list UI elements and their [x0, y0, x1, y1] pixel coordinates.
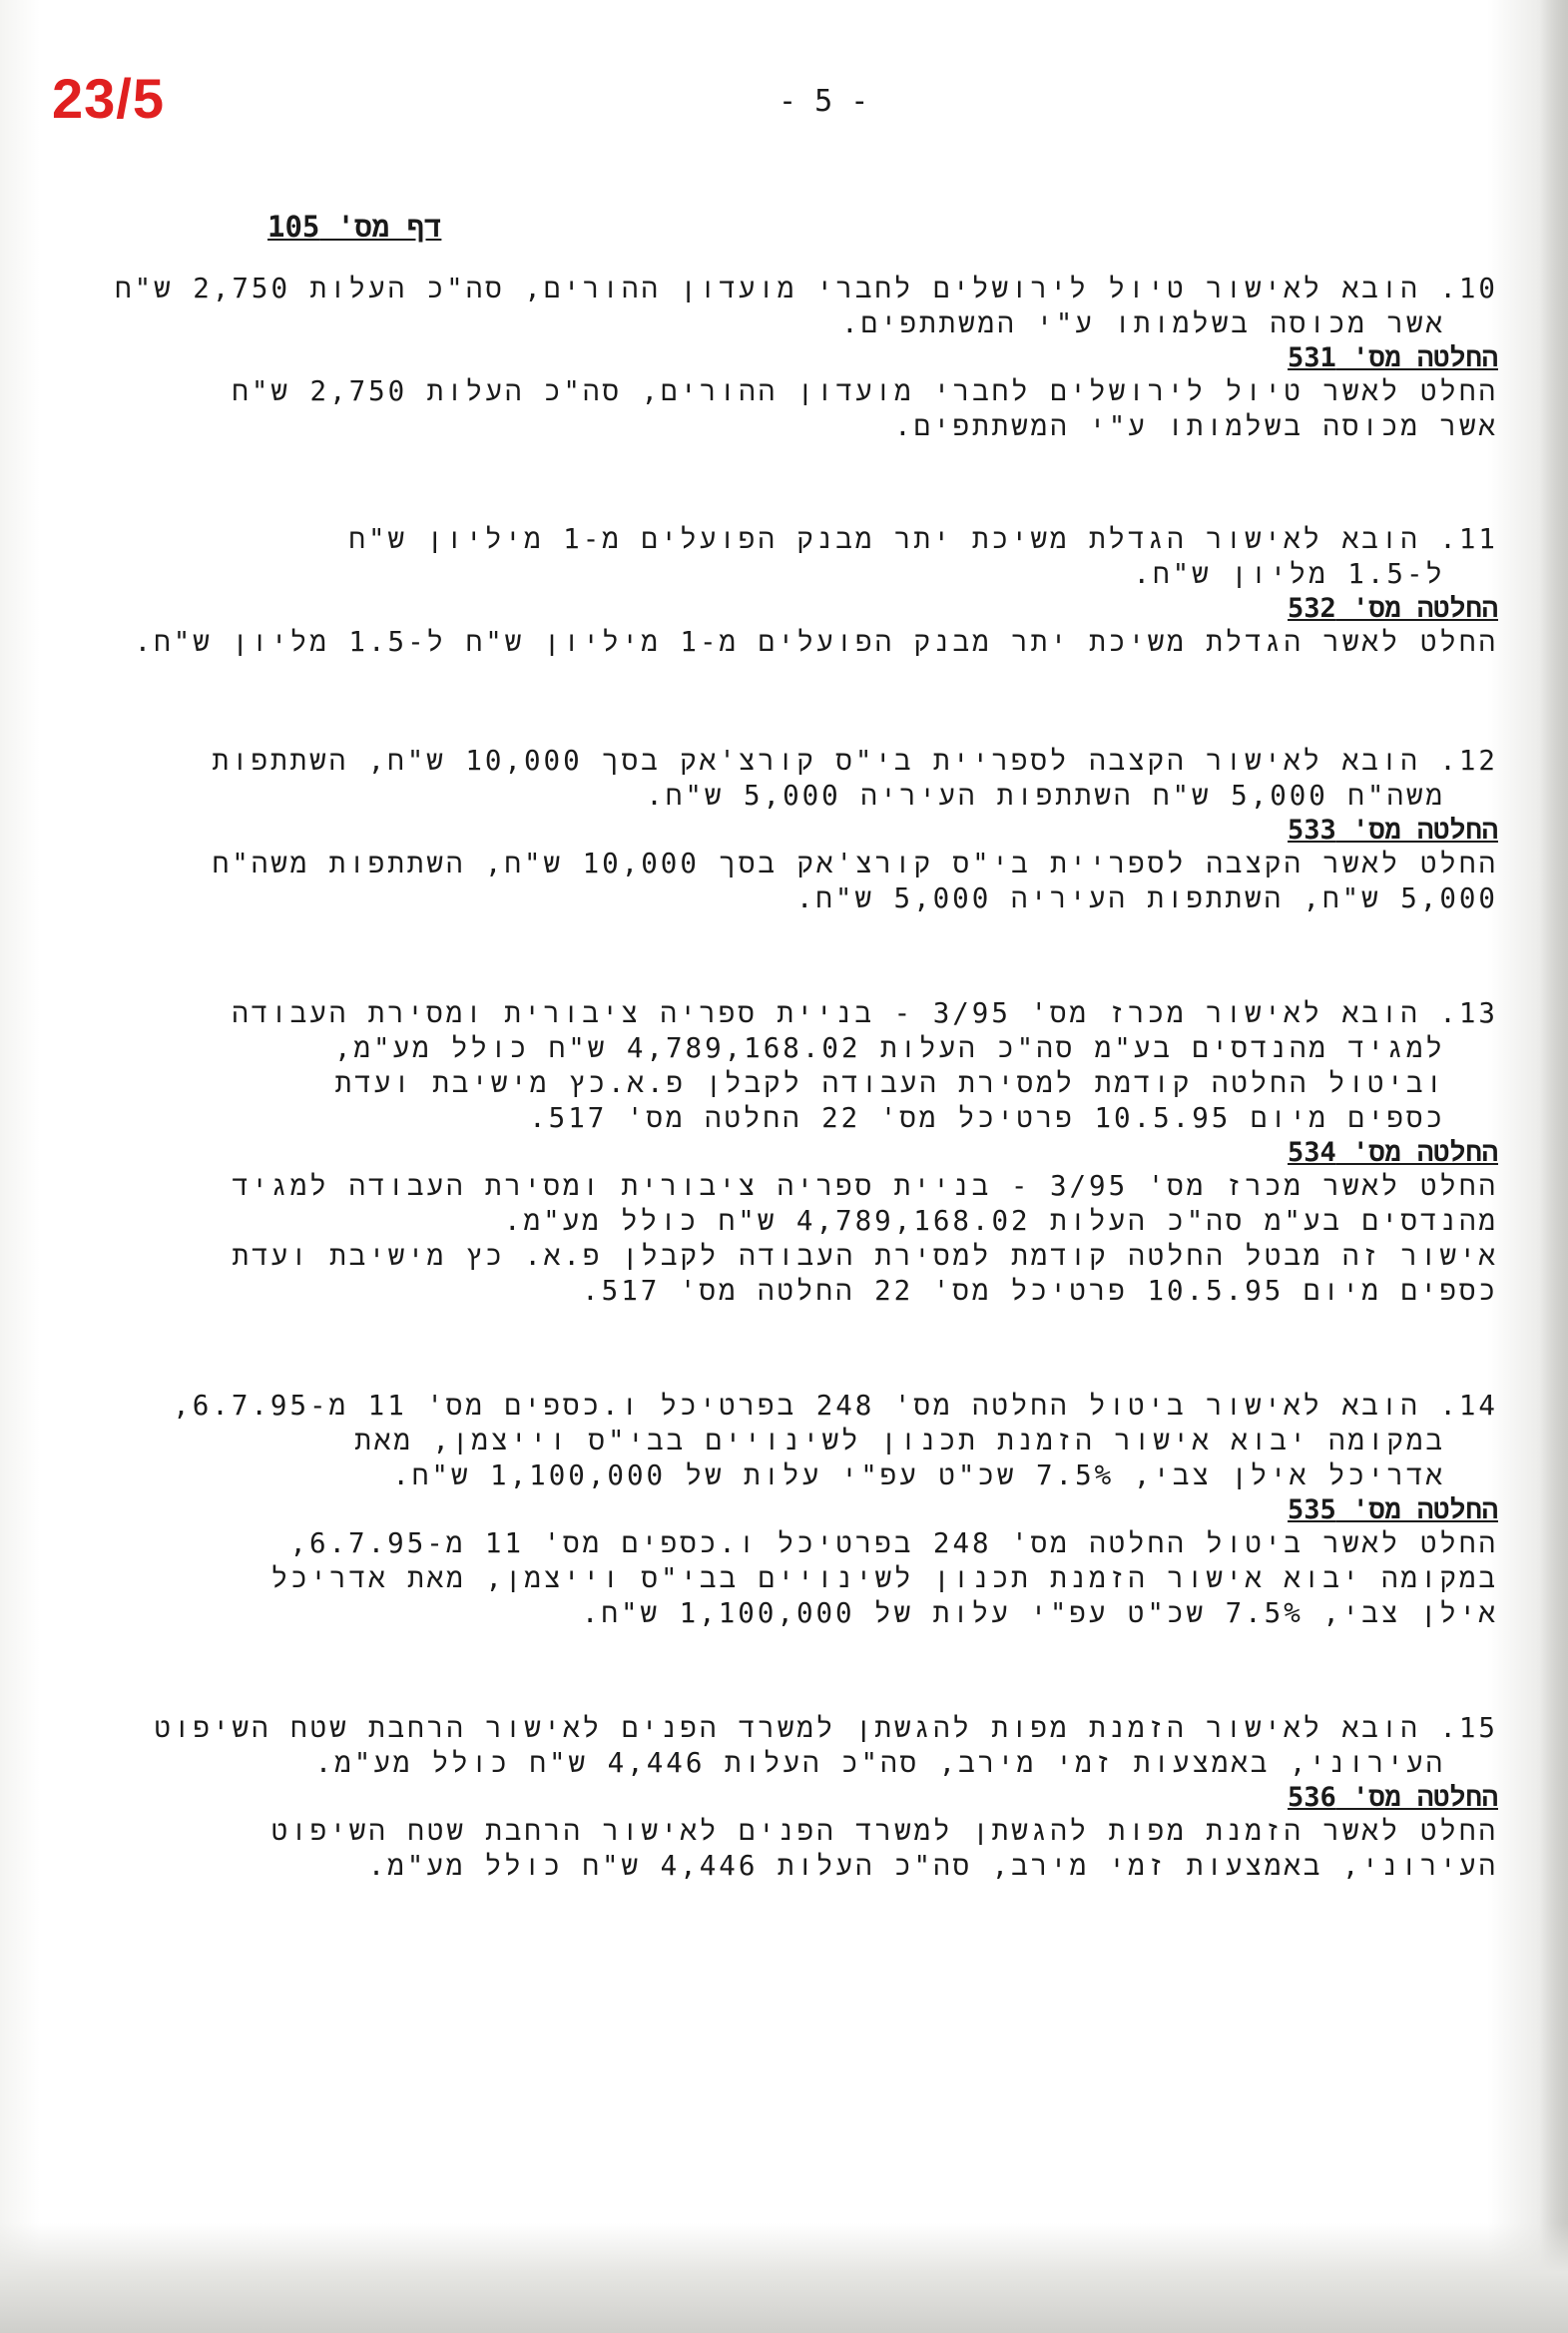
resolution-title: החלטה מס' 531: [1288, 342, 1498, 373]
proposal-line: 13. הובא לאישור מכרז מס' 3/95 - בניית ספריה ציבורית ומסירת העבודה: [232, 997, 1498, 1029]
resolution-line: במקומה יבוא אישור הזמנת תכנון לשינויים בבי"ס וייצמן, מאת אדריכל: [270, 1562, 1498, 1594]
resolution-line: החלט לאשר הגדלת משיכת יתר מבנק הפועלים מ-1 מיליון ש"ח ל-1.5 מליון ש"ח.: [134, 626, 1498, 658]
resolution-line: החלט לאשר מכרז מס' 3/95 - בניית ספריה ציבורית ומסירת העבודה למגיד: [232, 1170, 1498, 1202]
resolution-line: החלט לאשר הקצבה לספריית בי"ס קורצ'אק בסך 10,000 ש"ח, השתתפות משה"ח: [212, 848, 1498, 879]
resolution-line: החלט לאשר הזמנת מפות להגשתן למשרד הפנים לאישור הרחבת שטח השיפוט: [270, 1815, 1498, 1847]
proposal-line: אדריכל אילן צבי, 7.5% שכ"ט עפ"י עלות של 1,100,000 ש"ח.: [392, 1459, 1445, 1491]
resolution-line: החלט לאשר ביטול החלטה מס' 248 בפרטיכל ו.כספים מס' 11 מ-6.7.95,: [289, 1527, 1498, 1559]
resolution-line: 5,000 ש"ח, השתתפות העיריה 5,000 ש"ח.: [795, 882, 1498, 914]
resolution-line: אישור זה מבטל החלטה קודמת למסירת העבודה לקבלן פ.א. כץ מישיבת ועדת: [232, 1240, 1498, 1272]
resolution-title: החלטה מס' 536: [1288, 1782, 1498, 1813]
page-stamp: 23/5: [52, 67, 165, 130]
proposal-line: העירוני, באמצעות זמי מירב, סה"כ העלות 4,446 ש"ח כולל מע"מ.: [314, 1747, 1445, 1779]
proposal-line: 12. הובא לאישור הקצבה לספריית בי"ס קורצ'אק בסך 10,000 ש"ח, השתתפות: [212, 745, 1498, 777]
resolution-line: החלט לאשר טיול לירושלים לחברי מועדון ההורים, סה"כ העלות 2,750 ש"ח: [232, 375, 1498, 407]
proposal-line: 10. הובא לאישור טיול לירושלים לחברי מועדון ההורים, סה"כ העלות 2,750 ש"ח: [115, 273, 1498, 304]
proposal-line: במקומה יבוא אישור הזמנת תכנון לשינויים בבי"ס וייצמן, מאת: [354, 1425, 1445, 1457]
agenda-item: [85, 996, 1498, 1309]
proposal-line: כספים מיום 10.5.95 פרטיכל מס' 22 החלטה מס' 517.: [529, 1102, 1445, 1134]
proposal-line: 14. הובא לאישור ביטול החלטה מס' 248 בפרטיכל ו.כספים מס' 11 מ-6.7.95,: [173, 1390, 1498, 1422]
proposal-line: למגיד מהנדסים בע"מ סה"כ העלות 4,789,168.02 ש"ח כולל מע"מ,: [333, 1032, 1445, 1064]
agenda-item: [85, 1389, 1498, 1631]
resolution-line: מהנדסים בע"מ סה"כ העלות 4,789,168.02 ש"ח כולל מע"מ.: [504, 1205, 1498, 1237]
page-heading: דף מס' 105: [267, 210, 442, 244]
resolution-line: אילן צבי, 7.5% שכ"ט עפ"י עלות של 1,100,000 ש"ח.: [581, 1597, 1498, 1629]
agenda-item: [85, 1711, 1498, 1884]
proposal-line: 11. הובא לאישור הגדלת משיכת יתר מבנק הפועלים מ-1 מיליון ש"ח: [348, 523, 1498, 555]
agenda-item: [85, 272, 1498, 444]
proposal-line: וביטול החלטה קודמת למסירת העבודה לקבלן פ.א.כץ מישיבת ועדת: [334, 1067, 1445, 1099]
resolution-line: אשר מכוסה בשלמותו ע"י המשתתפים.: [894, 410, 1498, 442]
resolution-title: החלטה מס' 532: [1288, 593, 1498, 624]
scan-edge-shadow: [1540, 0, 1568, 2333]
resolution-title: החלטה מס' 535: [1288, 1494, 1498, 1525]
proposal-line: משה"ח 5,000 ש"ח השתתפות העיריה 5,000 ש"ח.: [646, 780, 1445, 812]
proposal-line: אשר מכוסה בשלמותו ע"י המשתתפים.: [841, 307, 1445, 339]
scan-bottom-shadow: [0, 2223, 1568, 2333]
page-number: - 5 -: [779, 84, 869, 119]
agenda-item: [85, 744, 1498, 916]
resolution-title: החלטה מס' 534: [1288, 1137, 1498, 1168]
minutes-body: [85, 272, 1498, 1884]
resolution-line: כספים מיום 10.5.95 פרטיכל מס' 22 החלטה מס' 517.: [582, 1275, 1498, 1307]
resolution-title: החלטה מס' 533: [1288, 815, 1498, 846]
agenda-item: [85, 522, 1498, 660]
resolution-line: העירוני, באמצעות זמי מירב, סה"כ העלות 4,446 ש"ח כולל מע"מ.: [367, 1850, 1498, 1882]
proposal-line: 15. הובא לאישור הזמנת מפות להגשתן למשרד הפנים לאישור הרחבת שטח השיפוט: [154, 1712, 1498, 1744]
proposal-line: ל-1.5 מליון ש"ח.: [1133, 558, 1445, 590]
